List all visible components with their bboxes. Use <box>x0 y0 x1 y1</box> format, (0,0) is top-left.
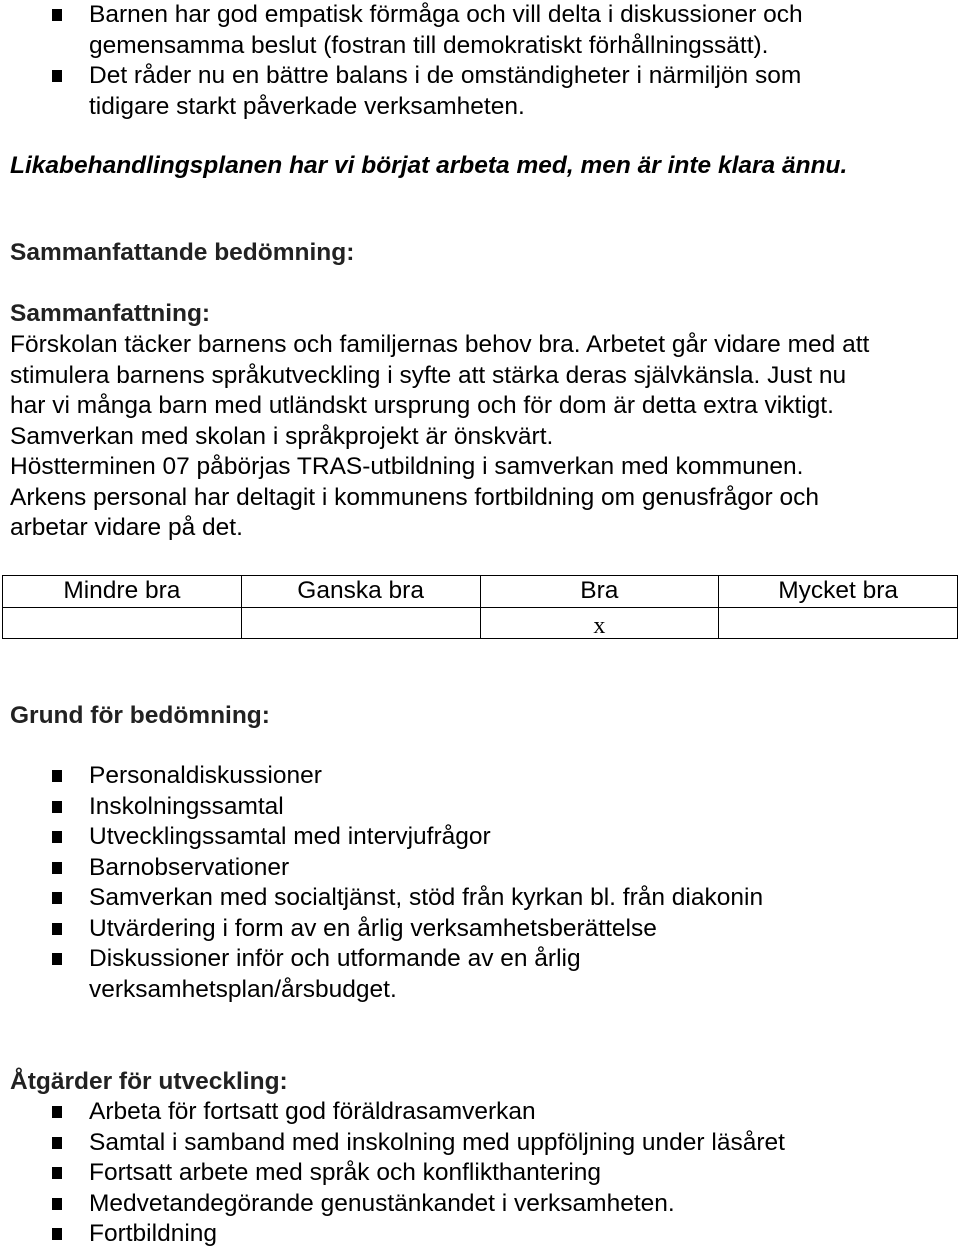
list-item-text: Medvetandegörande genustänkandet i verksamheten. <box>89 1189 675 1217</box>
square-bullet-icon <box>52 862 62 874</box>
list-item-text: gemensamma beslut (fostran till demokratiskt förhållningssätt). <box>89 31 769 59</box>
basis-heading: Grund för bedömning: <box>10 702 270 729</box>
list-item <box>0 1128 949 1159</box>
list-item-text: Det råder nu en bättre balans i de omständigheter i närmiljön som <box>89 62 802 89</box>
square-bullet-icon <box>52 1198 62 1210</box>
summary-heading: Sammanfattning: <box>10 300 211 327</box>
square-bullet-icon <box>52 1228 62 1240</box>
square-bullet-icon <box>52 831 62 843</box>
rating-header-cell: Ganska bra <box>241 576 480 608</box>
rating-header-row <box>3 576 958 608</box>
list-item-text: Samverkan med socialtjänst, stöd från kyrkan bl. från diakonin <box>89 884 764 911</box>
actions-heading: Åtgärder för utveckling: <box>10 1068 288 1095</box>
list-item-text: Fortbildning <box>89 1220 218 1247</box>
summary-line: har vi många barn med utländskt ursprung och för dom är detta extra viktigt. <box>10 392 834 419</box>
summary-paragraph <box>10 330 955 544</box>
list-item-text: Inskolningssamtal <box>89 792 284 820</box>
actions-bullet-list <box>0 1097 949 1250</box>
list-item-text: verksamhetsplan/årsbudget. <box>89 975 397 1003</box>
list-item-text: tidigare starkt påverkade verksamheten. <box>89 92 525 120</box>
list-item-text: Samtal i samband med inskolning med uppföljning under läsåret <box>89 1128 785 1156</box>
list-item <box>0 914 949 945</box>
rating-mark-row <box>3 607 958 638</box>
basis-bullet-list <box>0 761 949 1005</box>
list-item <box>0 0 949 61</box>
list-item <box>0 1097 949 1128</box>
rating-table <box>2 575 958 639</box>
list-item <box>0 761 949 792</box>
list-item-text: Personaldiskussioner <box>89 762 322 789</box>
summary-line: arbetar vidare på det. <box>10 514 243 541</box>
summary-line: stimulera barnens språkutveckling i syfte att stärka deras självkänsla. Just nu <box>10 361 847 389</box>
rating-mark-cell <box>719 607 958 638</box>
square-bullet-icon <box>52 70 62 82</box>
summary-assessment-heading: Sammanfattande bedömning: <box>10 239 355 266</box>
list-item <box>0 61 949 122</box>
square-bullet-icon <box>52 923 62 935</box>
list-item-text: Arbeta för fortsatt god föräldrasamverkan <box>89 1098 536 1125</box>
list-item <box>0 1219 949 1250</box>
square-bullet-icon <box>52 1167 62 1179</box>
summary-line: Höstterminen 07 påbörjas TRAS-utbildning i samverkan med kommunen. <box>10 453 804 480</box>
rating-header-cell: Mindre bra <box>3 576 242 608</box>
square-bullet-icon <box>52 801 62 813</box>
list-item <box>0 1189 949 1220</box>
list-item <box>0 853 949 884</box>
list-item-text: Barnobservationer <box>89 853 290 881</box>
rating-mark-cell <box>3 607 242 638</box>
list-item-text: Utvärdering i form av en årlig verksamhetsberättelse <box>89 914 657 942</box>
italic-note: Likabehandlingsplanen har vi börjat arbeta med, men är inte klara ännu. <box>10 152 848 179</box>
square-bullet-icon <box>52 892 62 904</box>
square-bullet-icon <box>52 1106 62 1118</box>
square-bullet-icon <box>52 9 62 21</box>
list-item-text: Barnen har god empatisk förmåga och vill delta i diskussioner och <box>89 1 803 28</box>
summary-line: Arkens personal har deltagit i kommunens fortbildning om genusfrågor och <box>10 483 819 511</box>
list-item-text: Diskussioner inför och utformande av en årlig <box>89 945 581 972</box>
summary-line: Samverkan med skolan i språkprojekt är önskvärt. <box>10 422 554 450</box>
list-item <box>0 883 949 914</box>
rating-header-cell: Mycket bra <box>719 576 958 608</box>
square-bullet-icon <box>52 953 62 965</box>
square-bullet-icon <box>52 1137 62 1149</box>
list-item-text: Utvecklingssamtal med intervjufrågor <box>89 823 491 850</box>
rating-mark-cell: x <box>480 607 719 638</box>
rating-header-cell: Bra <box>480 576 719 608</box>
summary-line: Förskolan täcker barnens och familjernas behov bra. Arbetet går vidare med att <box>10 331 870 358</box>
rating-mark-cell <box>241 607 480 638</box>
list-item-text: Fortsatt arbete med språk och konflikthantering <box>89 1159 602 1186</box>
list-item <box>0 822 949 853</box>
top-bullet-list <box>0 0 949 122</box>
square-bullet-icon <box>52 770 62 782</box>
list-item <box>0 792 949 823</box>
list-item <box>0 1158 949 1189</box>
list-item <box>0 944 949 1005</box>
